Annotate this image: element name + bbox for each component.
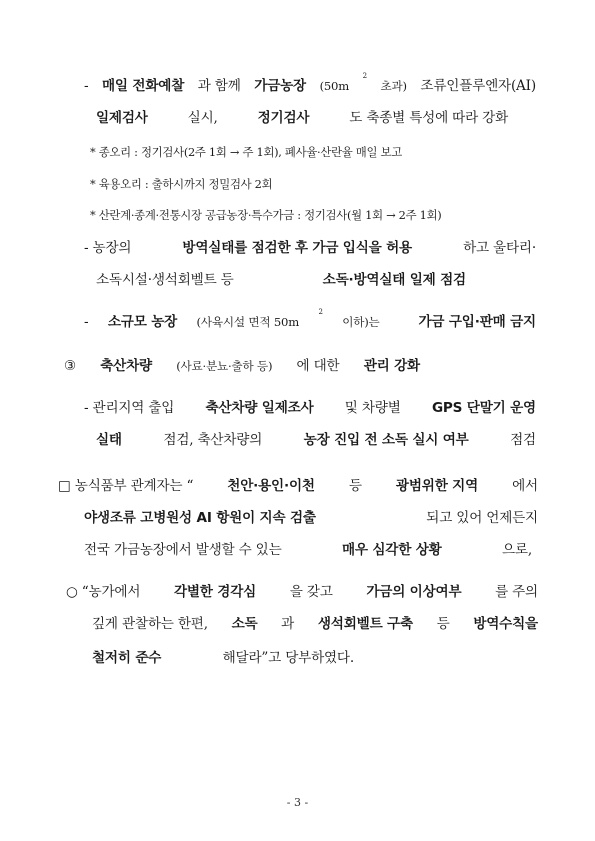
text-segment: 가금의 이상여부 xyxy=(366,584,462,600)
text-segment: 초과) xyxy=(380,79,407,93)
text-segment: 철저히 준수 xyxy=(92,650,162,666)
text-segment: 소독시설·생석회벨트 등 xyxy=(96,272,234,288)
text-segment: 점검 xyxy=(510,432,536,448)
text-line xyxy=(96,108,508,128)
text-segment: - 농장의 xyxy=(84,240,132,256)
text-line xyxy=(96,270,466,290)
text-line xyxy=(84,308,536,332)
text-line xyxy=(84,540,532,560)
text-line xyxy=(64,356,420,376)
text-segment: - 관리지역 출입 xyxy=(84,400,175,416)
text-segment: 소규모 농장 xyxy=(107,314,178,330)
text-segment: 관리 강화 xyxy=(363,358,420,374)
text-segment: 소독·방역실태 일제 점검 xyxy=(322,272,466,288)
text-segment: 등 xyxy=(348,478,362,494)
text-segment: 각별한 경각심 xyxy=(173,584,257,600)
text-segment: 이하)는 xyxy=(342,315,380,329)
text-segment: 되고 있어 언제든지 xyxy=(426,510,538,526)
text-line xyxy=(90,142,402,162)
text-line xyxy=(66,582,538,602)
text-segment: (50m xyxy=(319,79,350,93)
text-segment: 실시, xyxy=(187,110,218,126)
text-line xyxy=(84,238,536,258)
text-segment: 가금 구입·판매 금지 xyxy=(418,314,536,330)
text-segment: 야생조류 고병원성 AI 항원이 지속 검출 xyxy=(84,510,316,526)
text-segment: 를 주의 xyxy=(495,584,538,600)
text-segment: 및 차량별 xyxy=(344,400,401,416)
text-segment: 에 대한 xyxy=(296,358,340,374)
text-segment: (사료·분뇨·출하 등) xyxy=(176,359,273,373)
text-segment: 과 함께 xyxy=(197,78,241,94)
text-segment: 조류인플루엔자(AI) xyxy=(420,78,536,94)
text-line xyxy=(90,174,272,194)
text-segment: 방역수칙을 xyxy=(473,616,538,632)
text-segment: 도 축종별 특성에 따라 강화 xyxy=(349,110,508,126)
text-segment: 으로, xyxy=(502,542,532,558)
text-segment: 광범위한 지역 xyxy=(395,478,479,494)
superscript: 2 xyxy=(362,72,367,80)
text-segment: 전국 가금농장에서 발생할 수 있는 xyxy=(84,542,282,558)
text-segment: 매일 전화예찰 xyxy=(102,78,185,94)
text-segment: □ 농식품부 관계자는 “ xyxy=(58,478,194,494)
text-segment: - xyxy=(84,314,89,330)
text-segment: ○ “농가에서 xyxy=(66,584,141,600)
text-segment: 을 갖고 xyxy=(289,584,333,600)
text-segment: 농장 진입 전 소독 실시 여부 xyxy=(303,432,469,448)
text-segment: 깊게 관찰하는 한편, xyxy=(92,616,208,632)
text-segment: 일제검사 xyxy=(96,110,148,126)
text-segment: 에서 xyxy=(512,478,538,494)
text-line xyxy=(90,205,441,225)
text-segment: * 육용오리 : 출하시까지 정밀검사 2회 xyxy=(90,177,273,191)
text-segment: * 산란계·종계·전통시장 공급농장·특수가금 : 정기검사(월 1회 → 2주 1회) xyxy=(90,208,442,222)
text-line xyxy=(84,398,536,418)
text-segment: 등 xyxy=(436,616,450,632)
text-segment: 축산차량 일제조사 xyxy=(205,400,314,416)
text-segment: GPS 단말기 운영 xyxy=(431,400,536,416)
text-segment: 정기검사 xyxy=(257,110,310,126)
text-segment: 점검, 축산차량의 xyxy=(163,432,263,448)
text-segment: (사육시설 면적 50m xyxy=(196,315,299,329)
text-line xyxy=(58,476,538,496)
text-segment: * 종오리 : 정기검사(2주 1회 → 주 1회), 폐사율·산란율 매일 보고 xyxy=(90,145,402,159)
text-segment: 생석회벨트 구축 xyxy=(317,616,413,632)
text-segment: 천안·용인·이천 xyxy=(227,478,315,494)
text-segment: ③ xyxy=(64,358,76,374)
text-line xyxy=(84,72,536,96)
page-number: - 3 - xyxy=(286,796,309,809)
text-segment: 방역실태를 점검한 후 가금 입식을 허용 xyxy=(182,240,412,256)
text-segment: 하고 울타리· xyxy=(463,240,536,256)
text-segment: 해달라”고 당부하였다. xyxy=(222,650,354,666)
text-segment: 실태 xyxy=(96,432,122,448)
text-segment: 축산차량 xyxy=(100,358,152,374)
text-line xyxy=(92,648,354,668)
text-segment: 매우 심각한 상황 xyxy=(341,542,442,558)
text-segment: 가금농장 xyxy=(254,78,306,94)
text-line xyxy=(96,430,536,450)
text-segment: - xyxy=(84,78,89,94)
text-line xyxy=(92,614,538,634)
text-segment: 소독 xyxy=(231,616,258,632)
text-segment: 과 xyxy=(281,616,295,632)
text-line xyxy=(84,508,538,528)
superscript: 2 xyxy=(318,308,323,316)
